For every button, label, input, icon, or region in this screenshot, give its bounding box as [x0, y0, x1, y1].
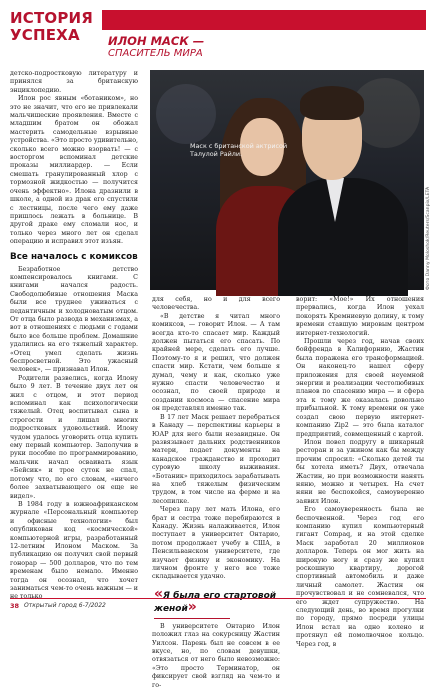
quote-mark-icon: » — [187, 599, 197, 616]
article-subtitle: СПАСИТЕЛЬ МИРА — [108, 48, 203, 59]
title-bar — [102, 10, 426, 30]
photo-caption: Маск с британской актрисой Талулой Райли. — [190, 142, 288, 158]
paragraph: В 1984 году в южноафриканском журнале «Персональный компьютер и офисные технологии» был опубликован код «космической» компьютерной игры, разработанный 12-летним Илоном Маском. За публикацию он получил свой первый гонорар — 500 долларов, что по тем временам было немало. Именно тогда он осознал, что хочет заниматься чем-то очень важным — и не только — [10, 500, 138, 601]
paragraph: Его самоуверенность была не беспочвенной. Через год его компанию купил компьютерный гигант Compaq, и на этой сделке Маск заработал 20 миллионов долларов. Теперь он мог жить на широкую ногу и сразу же купил роскошную квартиру, дорогой спортивный автомобиль и даже личный самолет. Жастин он прочувствовал и не сомневался, что его ждет супружество. На следующий день, во время прогулки по городу, прямо посреди улицы Илон встал на одно колено и протянул ей помолвочное кольцо. Через год, в — [296, 506, 424, 648]
man-hair — [300, 86, 364, 120]
article-name: ИЛОН МАСК — — [108, 34, 205, 48]
text-column-2 — [152, 296, 280, 689]
paragraph: Илон повел подругу в шикарный ресторан и за ужином как бы между прочим спросил: «Сколько детей ты бы хотела иметь? Двух, отвечала Жастин, но при возможности нанять няню, можно и четырех. На счет няни не беспокойся, самоуверенно заявил Илон. — [296, 438, 424, 505]
paragraph: В 17 лет Маск решает перебраться в Канаду — перспективы карьеры в ЮАР для него были незавидные. Он развязывает дальних родственников матери, подает документы на канадское гражданство и проходит суровую школу выживания. «Ботаник» приходилось зарабатывать на хлеб тяжелым физическим трудом, в том числе на ферме и на лесопилке. — [152, 413, 280, 505]
background-light — [156, 84, 216, 144]
paragraph: «В детстве я читал много комиксов, — говорит Илон. — А там всегда кто-то спасает мир. Каждый должен пытаться его спасать. По крайней мере, сделать его лучше. Поэтому-то я и решил, что должен спасти мир. Кстати, чем больше я думал, чему и как, сколько уже нужно спасти человечество и осознал, по своей природе и создании космоса — спасение мира он представлял именно так. — [152, 312, 280, 413]
article-title — [108, 34, 318, 60]
paragraph: Прошли через год, начав своих бойфренда в Калифорнию, Жастин была поражена его трансформацией. Он наконец-то нашел сферу приложения для своей неуемной энергии и реализации честолюбивых планов по спасению мира — и сфера эта к тому же оказалась довольно прибыльной. К тому времени он уже создал свою первую интернет-компанию Zip2 — это была каталог предприятий, совмещенный с картой. — [296, 338, 424, 438]
section-heading: Все началось с комиксов — [10, 251, 138, 262]
paragraph: детско-подростковую литературу и принялся за британскую энциклопедию. — [10, 70, 138, 94]
page-header — [10, 10, 426, 66]
paragraph: Илон рос явным «ботаником», но это не значит, что его не привлекали мальчишеские проявления. Вместе с младшим братом он обожал мастерить самодельные взрывные устройства. «Это просто удивительно, сколько всего можно взорвать! — с восторгом вспоминал детские проказы миллиардер. — Если смешать гранулированный хлор с тормозной жидкостью — получится очень эффектно». Илона дразнили в школе, а одной из драк его спустили с лестницы, после чего ему даже пришлось лежать в больнице. В другой драке ему сломали нос, и только через много лет он сделал операцию и исправил этот изъян. — [10, 95, 138, 246]
article-photo — [150, 70, 424, 290]
paragraph: для себя, но и для всего человечества. — [152, 296, 280, 312]
text-column-3 — [296, 296, 424, 648]
page-number: 38 — [10, 602, 20, 610]
paragraph: Родители развелись, когда Илону было 9 лет. В течение двух лет он жил с отцом, и этот период вспоминал как психологически тяжелый. Отец воспитывал сына в строгости и лишал многих подростковых удовольствий. Илону чудом удалось уговорить отца купить ему первый компьютер. Заполучив в руки пособие по программированию, мальчик начал осваивать язык «Бейсик» и трое суток не спал, потому что, по его словам, «ничего более захватывающего он еще не видел». — [10, 374, 138, 500]
text-column-1 — [10, 70, 138, 601]
page-footer — [10, 598, 426, 610]
pull-quote-text: Я была его стартовой женой — [154, 590, 277, 615]
rubric — [10, 9, 94, 44]
magazine-name: Открытый город 6-7/2022 — [24, 602, 106, 609]
paragraph: Через пару лет мать Илона, его брат и сестра тоже перебираются в Канаду. Жизнь налаживается, Илон поступает в университет Онтарио, потом продолжает учебу в США, в Пенсильванском университете, где изучает физику и экономику. На личном фронте у него все тоже складывается удачно. — [152, 506, 280, 581]
paragraph: В университете Онтарио Илон положил глаз на сокурсницу Жастин Уилсон. Парень был не совсем в ее вкусе, но, по словам девушки, отвязаться от него было невозможно: «Это просто Терминатор, он фиксирует свой взгляд на чем-то и го- — [152, 622, 280, 689]
quote-mark-icon: « — [154, 585, 164, 602]
paragraph: Безработное детство компенсировалось книгами. С книгами начался радость. Свободолюбивые отношения Маска были все труднее уживаться с педантичным и холодноватым отцом. От отца было развода в механизмах, а вот в отношениях с людьми с годами было все больше проблем. Домашние удалились на его тяжелый характер. «Отец умел сделать жизнь беспросветной. Это ужасный человек», — признавал Илон. — [10, 265, 138, 374]
rubric-line-2: УСПЕХА — [10, 26, 80, 44]
quote-rule — [154, 618, 230, 619]
paragraph: ворит: «Мое!» Их отношения прервались, когда Илон уехал покорять Кремниевую долину, к тому времени ставшую мировым центром интернет-технологий. — [296, 296, 424, 337]
man-suit — [278, 178, 408, 296]
rubric-line-1: ИСТОРИЯ — [10, 9, 94, 27]
photo-credit: Фото Danny Moloshok/Reuters/Scanpix/LETA — [426, 186, 431, 290]
